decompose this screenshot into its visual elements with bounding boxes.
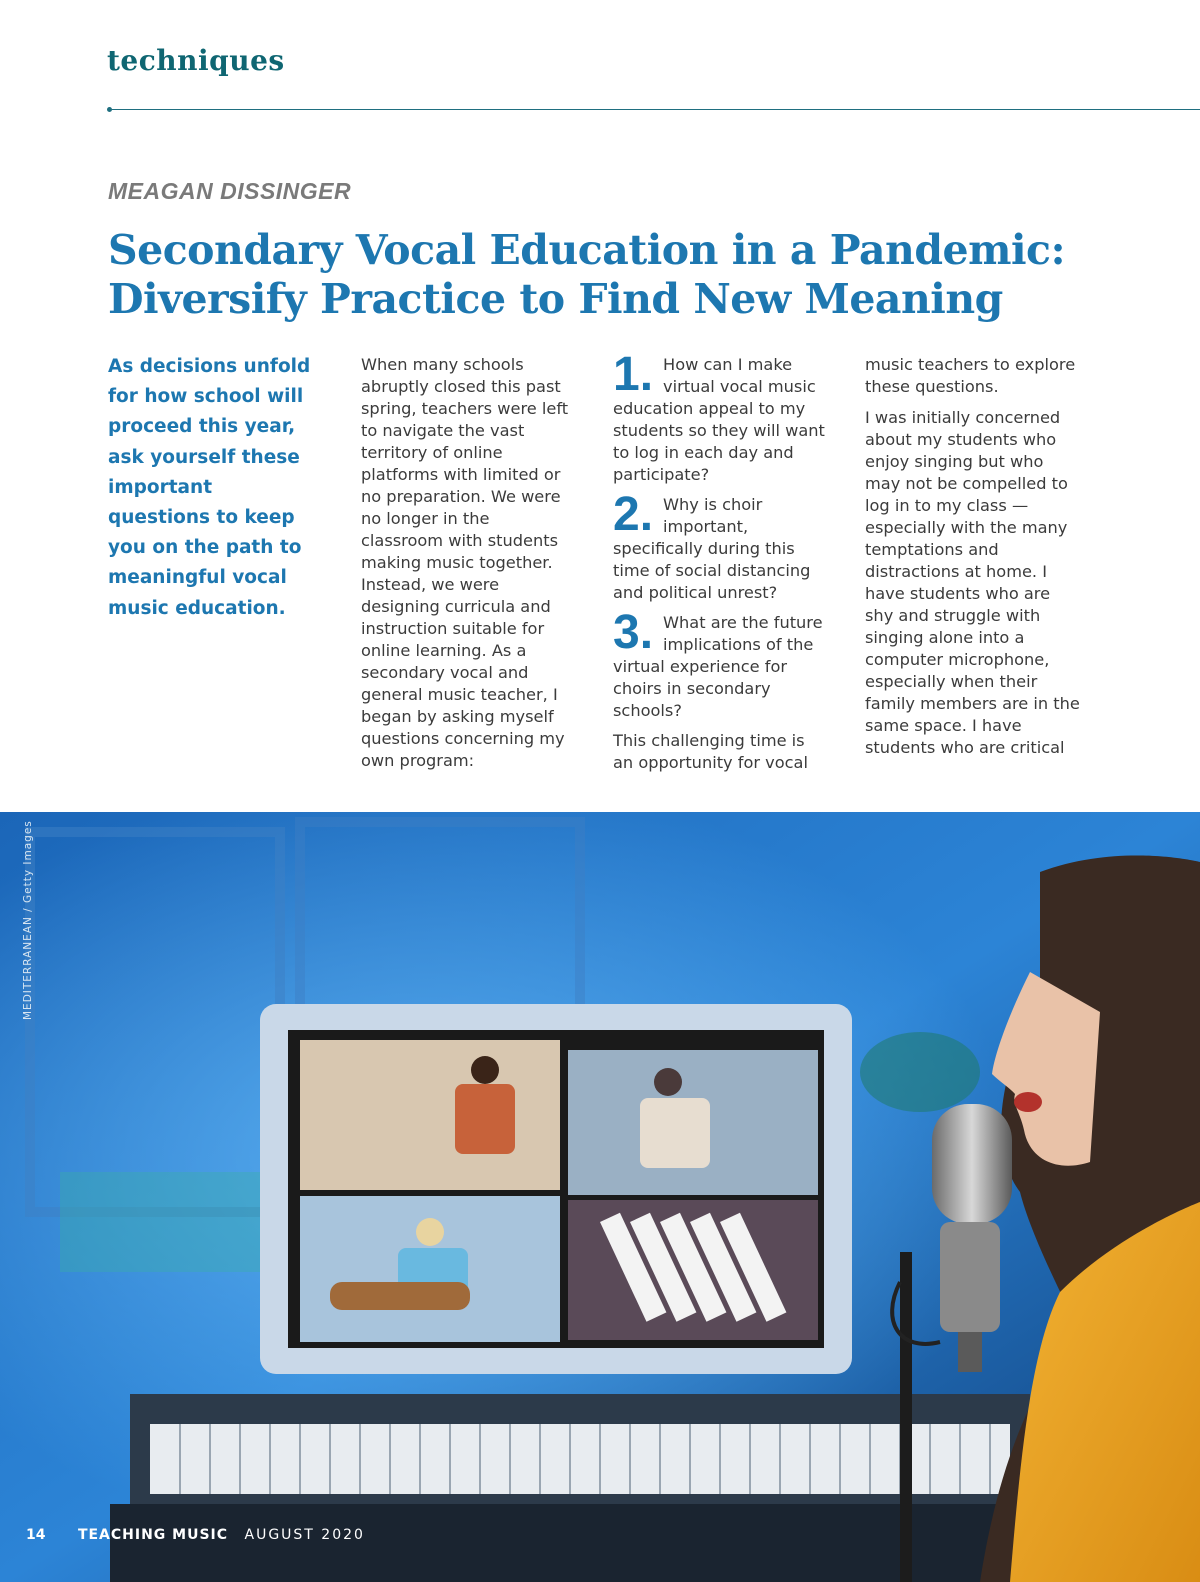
body-paragraph: I was initially concerned about my students who enjoy singing but who may not be compelled to log in to my class — especially with the many temptations and distractions at home. I have students who are shy and struggle with singing alone into a computer microphone, especially when their family members are in the same space. I have students who are critical (865, 408, 1080, 757)
body-column-1 (361, 354, 576, 781)
photo-credit: MEDITERRANEAN / Getty Images (22, 820, 34, 1020)
issue-date: AUGUST 2020 (244, 1527, 365, 1543)
question-number: 2. (613, 488, 654, 541)
body-column-2 (613, 348, 828, 783)
headline-line-1: Secondary Vocal Education in a Pandemic: (108, 226, 1066, 274)
intro-deck: As decisions unfold for how school will proceed this year, ask yourself these important questions to keep you on the path to meaningful vocal music education. (108, 356, 311, 619)
headline-line-2: Diversify Practice to Find New Meaning (108, 275, 1003, 323)
page-number: 14 (26, 1527, 46, 1543)
author-byline: MEAGAN DISSINGER (108, 178, 352, 204)
body-paragraph: This challenging time is an opportunity for vocal (613, 731, 808, 772)
question-text: Why is choir important, specifically during this time of social distancing and political unrest? (613, 495, 811, 602)
body-column-3 (865, 354, 1080, 768)
section-tag: techniques (107, 44, 285, 77)
question-number: 3. (613, 606, 654, 659)
page-footer (26, 1527, 365, 1543)
header-rule (108, 109, 1200, 110)
body-paragraph: When many schools abruptly closed this past spring, teachers were left to navigate the vast territory of online platforms with limited or no preparation. We were no longer in the classroom with students making music together. Instead, we were designing curricula and instruction suitable for online learning. As a secondary vocal and general music teacher, I began by asking myself questions concerning my own program: (361, 355, 569, 770)
question-text: What are the future implications of the virtual experience for choirs in secondary schools? (613, 613, 823, 720)
feature-photo (0, 812, 1200, 1582)
magazine-title: TEACHING MUSIC (77, 1527, 229, 1543)
article-headline (108, 226, 1108, 324)
body-paragraph: music teachers to explore these questions. (865, 355, 1076, 396)
question-1 (613, 348, 828, 486)
question-2 (613, 488, 828, 604)
question-number: 1. (613, 348, 654, 401)
photo-illustration (0, 812, 1200, 1582)
question-3 (613, 606, 828, 722)
question-text: How can I make virtual vocal music education appeal to my students so they will want to log in each day and participate? (613, 355, 825, 484)
